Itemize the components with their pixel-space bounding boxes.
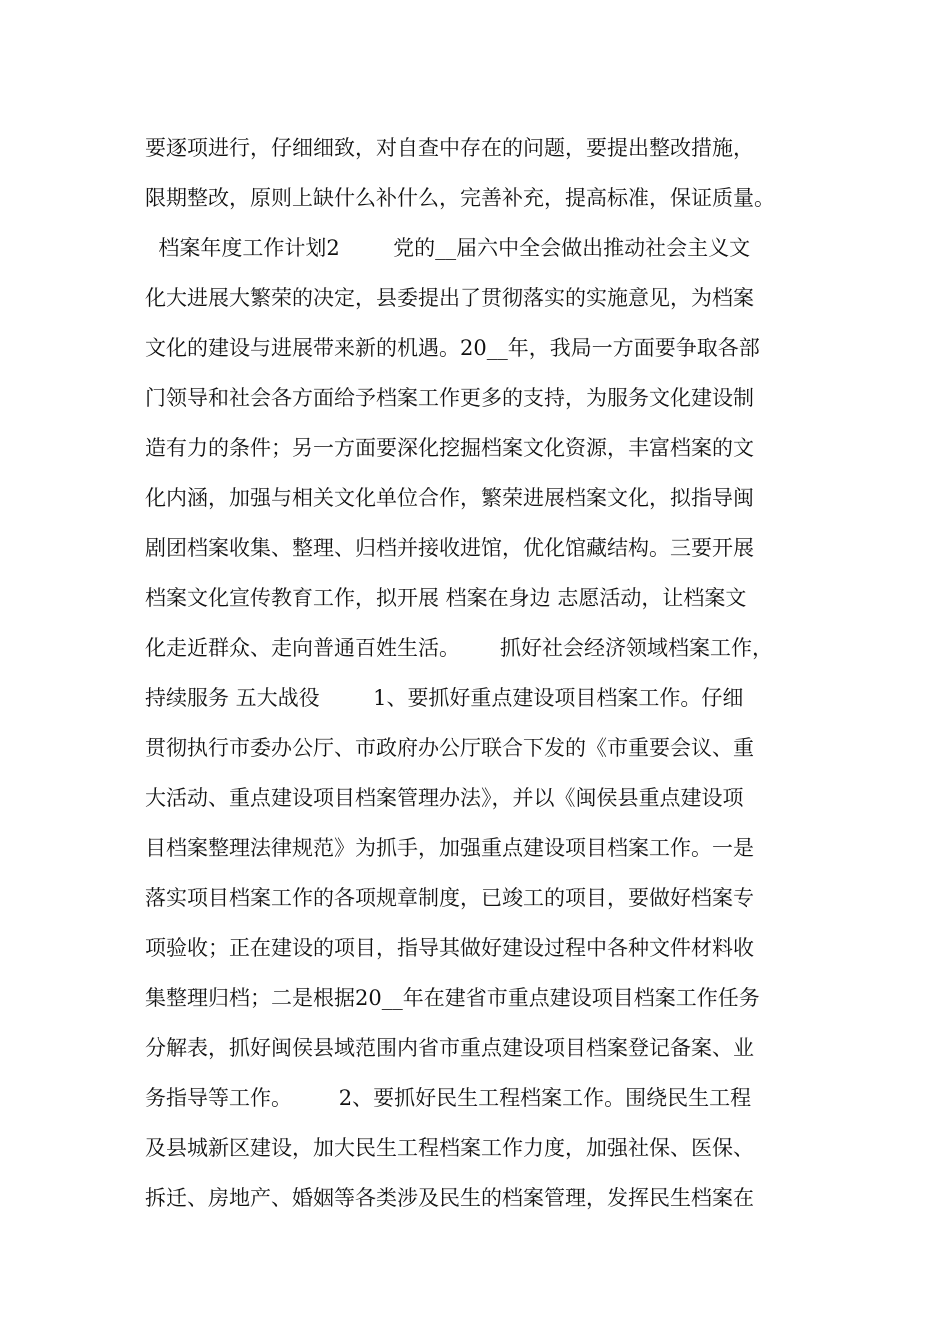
text-line: 大活动、重点建设项目档案管理办法》，并以《闽侯县重点建设项 (145, 786, 744, 810)
text-line: 化大进展大繁荣的决定，县委提出了贯彻落实的实施意见，为档案 (145, 286, 754, 310)
text-line: 持续服务 五大战役 1、要抓好重点建设项目档案工作。仔细 (145, 686, 744, 710)
text-line: 化内涵，加强与相关文化单位合作，繁荣进展档案文化，拟指导闽 (145, 486, 754, 510)
text-line: 档案文化宣传教育工作，拟开展 档案在身边 志愿活动，让档案文 (145, 586, 747, 610)
text-line: 目档案整理法律规范》为抓手，加强重点建设项目档案工作。一是 (145, 836, 754, 860)
text-line: 剧团档案收集、整理、归档并接收进馆，优化馆藏结构。三要开展 (145, 536, 754, 560)
text-line: 门领导和社会各方面给予档案工作更多的支持，为服务文化建设制 (145, 386, 754, 410)
text-line: 限期整改，原则上缺什么补什么，完善补充，提高标准，保证质量。 (145, 186, 775, 210)
text-line: 贯彻执行市委办公厅、市政府办公厅联合下发的《市重要会议、重 (145, 736, 754, 760)
text-line: 拆迁、房地产、婚姻等各类涉及民生的档案管理，发挥民生档案在 (145, 1186, 754, 1210)
text-line: 及县城新区建设，加大民生工程档案工作力度，加强社保、医保、 (145, 1136, 754, 1160)
text-line: 务指导等工作。 2、要抓好民生工程档案工作。围绕民生工程 (145, 1086, 752, 1110)
text-line: 集整理归档；二是根据20__年在建省市重点建设项目档案工作任务 (145, 986, 760, 1010)
text-line: 文化的建设与进展带来新的机遇。20__年，我局一方面要争取各部 (145, 336, 760, 360)
text-line: 落实项目档案工作的各项规章制度，已竣工的项目，要做好档案专 (145, 886, 754, 910)
text-line: 要逐项进行，仔细细致，对自查中存在的问题，要提出整改措施， (145, 136, 754, 160)
text-line: 分解表，抓好闽侯县域范围内省市重点建设项目档案登记备案、业 (145, 1036, 754, 1060)
text-line: 造有力的条件；另一方面要深化挖掘档案文化资源，丰富档案的文 (145, 436, 754, 460)
body-text (145, 128, 835, 1228)
text-line: 项验收；正在建设的项目，指导其做好建设过程中各种文件材料收 (145, 936, 754, 960)
text-line: 化走近群众、走向普通百姓生活。 抓好社会经济领域档案工作， (145, 636, 774, 660)
text-line: 档案年度工作计划2 党的__届六中全会做出推动社会主义文 (145, 236, 751, 260)
